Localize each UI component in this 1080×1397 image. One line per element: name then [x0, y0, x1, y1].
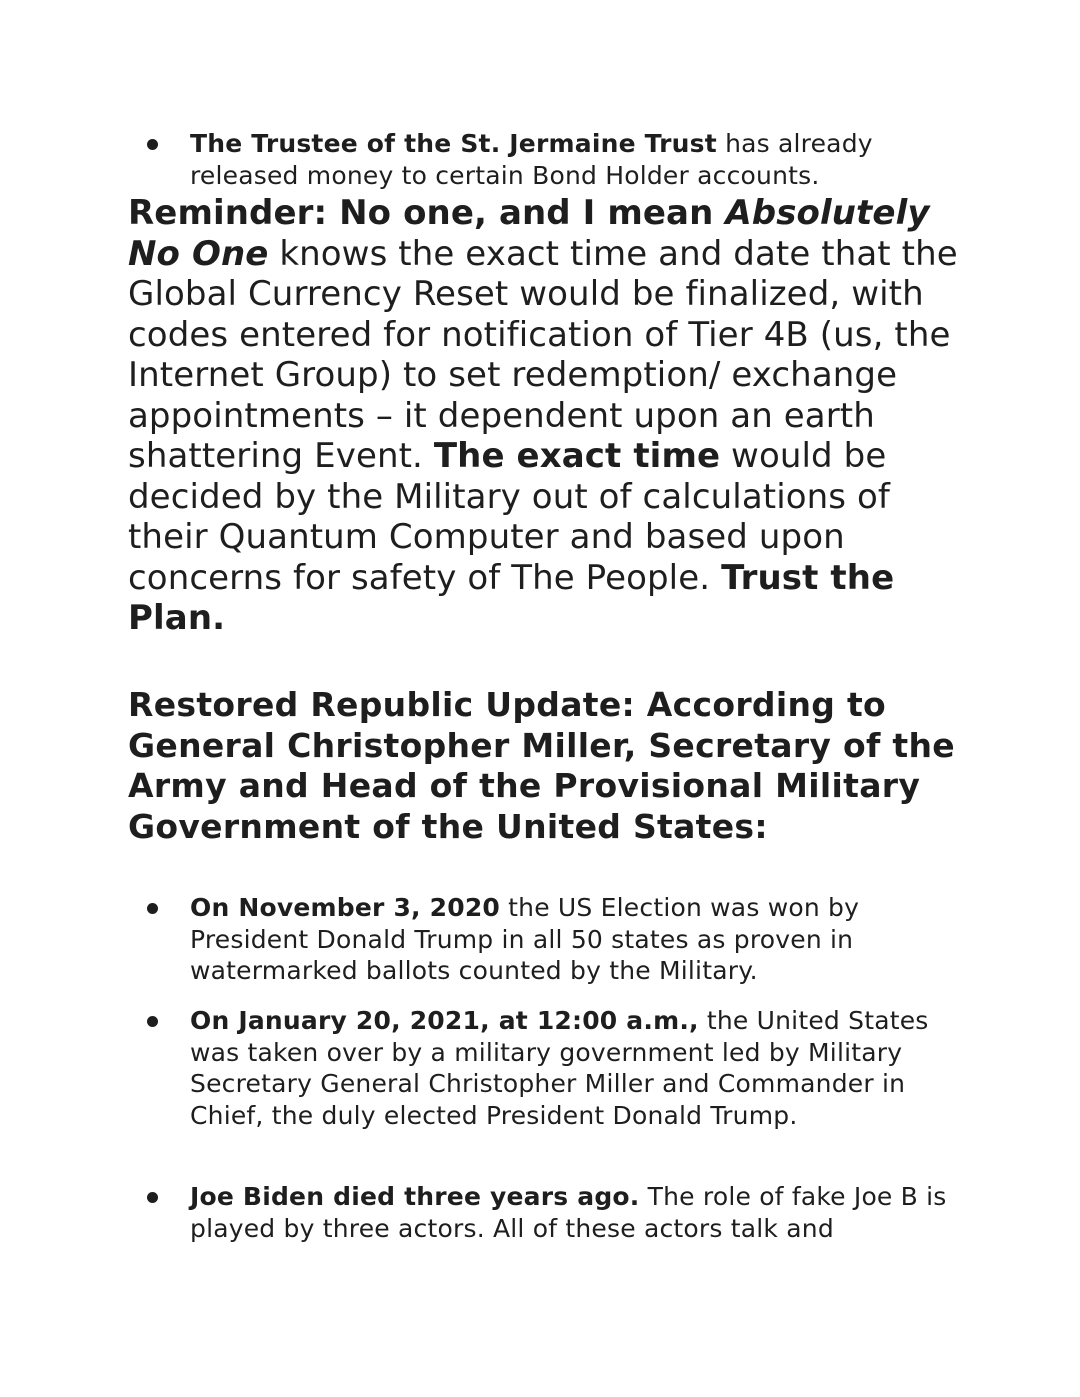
reminder-text-1: knows the exact time and date that the Global Currency Reset would be finalized, with codes entered for notification of Tier 4B (us, the Internet Group) to set redemption/ exchange appointments – it dependent upon an earth shattering Event.	[128, 233, 958, 476]
reminder-emphasis: Absolutely No One	[128, 193, 930, 274]
reminder-text-2: would be decided by the Military out of calculations of their Quantum Computer and based upon concerns for safety of The People.	[128, 436, 890, 598]
bullet-dot	[147, 1192, 158, 1203]
bullet-text: has already released money to certain Bond Holder accounts.	[190, 129, 873, 190]
reminder-bold-2: The exact time	[433, 436, 721, 476]
bullet-text: the US Election was won by President Donald Trump in all 50 states as proven in watermarked ballots counted by the Military.	[190, 893, 860, 985]
bullet-text: the United States was taken over by a military government led by Military Secretary General Christopher Miller and Commander in Chief, the duly elected President Donald Trump.	[190, 1006, 929, 1130]
bullet-dot	[147, 903, 158, 914]
reminder-paragraph	[128, 193, 978, 639]
bullet-item-election	[190, 892, 950, 987]
bullet-dot	[147, 1016, 158, 1027]
bullet-item-trustee	[190, 128, 950, 191]
bullet-dot	[147, 139, 158, 150]
update-heading: Restored Republic Update: According to General Christopher Miller, Secretary of the Army and Head of the Provisional Military Government of the United States:	[128, 685, 955, 846]
bullet-bold-text: On January 20, 2021, at 12:00 a.m.,	[190, 1006, 699, 1035]
bullet-text: The role of fake Joe B is played by three actors. All of these actors talk and	[190, 1182, 947, 1243]
bullet-bold-text: Joe Biden died three years ago.	[190, 1182, 640, 1211]
bullet-bold-text: On November 3, 2020	[190, 893, 501, 922]
bullet-item-military-government	[190, 1005, 950, 1131]
reminder-bold-intro: Reminder: No one, and I mean	[128, 193, 726, 233]
bullet-item-biden	[190, 1181, 950, 1244]
reminder-bold-3: Trust the Plan.	[128, 557, 895, 638]
bullet-bold-text: The Trustee of the St. Jermaine Trust	[190, 129, 717, 158]
